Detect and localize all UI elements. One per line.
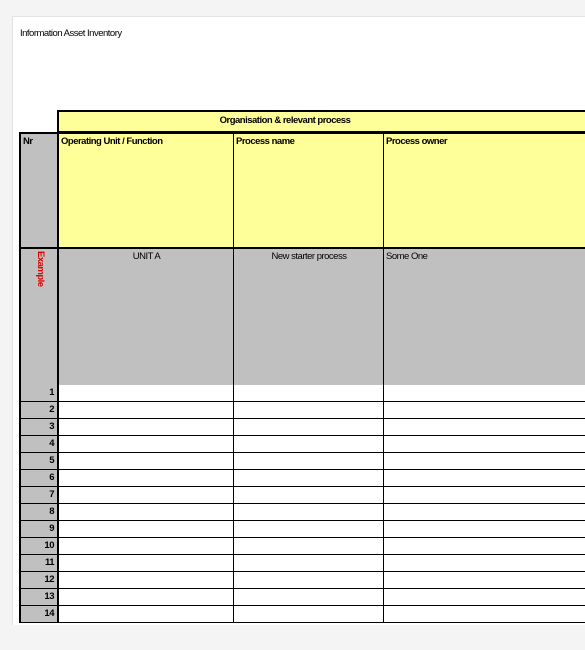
- table-row: [19, 419, 585, 436]
- table-row: [19, 555, 585, 572]
- example-process-cell: New starter process: [233, 249, 384, 386]
- process-name-cell[interactable]: [233, 436, 384, 453]
- example-row-label-cell: [19, 249, 58, 386]
- process-owner-cell[interactable]: [383, 385, 585, 402]
- row-number-cell[interactable]: 13: [19, 589, 58, 606]
- operating-unit-cell[interactable]: [57, 419, 234, 436]
- process-owner-cell[interactable]: [383, 402, 585, 419]
- table-row: [19, 470, 585, 487]
- process-owner-cell[interactable]: [383, 521, 585, 538]
- process-name-cell[interactable]: [233, 385, 384, 402]
- table-row: [19, 453, 585, 470]
- row-number-cell[interactable]: 4: [19, 436, 58, 453]
- column-header-nr: Nr: [19, 132, 58, 249]
- group-header-organisation: Organisation & relevant process: [57, 110, 585, 133]
- row-number-cell[interactable]: 11: [19, 555, 58, 572]
- process-owner-cell[interactable]: [383, 487, 585, 504]
- operating-unit-cell[interactable]: [57, 504, 234, 521]
- table-row: [19, 538, 585, 555]
- process-name-cell[interactable]: [233, 555, 384, 572]
- operating-unit-cell[interactable]: [57, 385, 234, 402]
- column-header-operating-unit: Operating Unit / Function: [57, 132, 234, 249]
- table-row: [19, 606, 585, 623]
- process-owner-cell[interactable]: [383, 606, 585, 623]
- process-owner-cell[interactable]: [383, 538, 585, 555]
- operating-unit-cell[interactable]: [57, 606, 234, 623]
- process-owner-cell[interactable]: [383, 555, 585, 572]
- row-number-cell[interactable]: 10: [19, 538, 58, 555]
- operating-unit-cell[interactable]: [57, 402, 234, 419]
- operating-unit-cell[interactable]: [57, 572, 234, 589]
- table-row: [19, 521, 585, 538]
- operating-unit-cell[interactable]: [57, 538, 234, 555]
- row-number-cell[interactable]: 7: [19, 487, 58, 504]
- process-name-cell[interactable]: [233, 606, 384, 623]
- operating-unit-cell[interactable]: [57, 521, 234, 538]
- table-row: [19, 504, 585, 521]
- process-owner-cell[interactable]: [383, 436, 585, 453]
- row-number-cell[interactable]: 2: [19, 402, 58, 419]
- process-owner-cell[interactable]: [383, 453, 585, 470]
- table-row: [19, 487, 585, 504]
- column-header-process-owner: Process owner: [383, 132, 585, 249]
- table-row: [19, 402, 585, 419]
- operating-unit-cell[interactable]: [57, 470, 234, 487]
- process-name-cell[interactable]: [233, 419, 384, 436]
- table-row: [19, 589, 585, 606]
- example-owner-cell: Some One: [383, 249, 585, 386]
- row-number-cell[interactable]: 5: [19, 453, 58, 470]
- row-number-cell[interactable]: 9: [19, 521, 58, 538]
- process-name-cell[interactable]: [233, 402, 384, 419]
- process-owner-cell[interactable]: [383, 504, 585, 521]
- table-row: [19, 436, 585, 453]
- process-name-cell[interactable]: [233, 470, 384, 487]
- table-row: [19, 572, 585, 589]
- row-number-cell[interactable]: 14: [19, 606, 58, 623]
- process-owner-cell[interactable]: [383, 419, 585, 436]
- process-name-cell[interactable]: [233, 453, 384, 470]
- example-label: Example: [35, 251, 46, 287]
- document-title: Information Asset Inventory: [20, 28, 122, 39]
- process-name-cell[interactable]: [233, 538, 384, 555]
- inventory-rows: [19, 385, 585, 623]
- process-name-cell[interactable]: [233, 521, 384, 538]
- example-unit-cell: UNIT A: [57, 249, 234, 386]
- process-owner-cell[interactable]: [383, 572, 585, 589]
- row-number-cell[interactable]: 12: [19, 572, 58, 589]
- table-row: [19, 385, 585, 402]
- process-name-cell[interactable]: [233, 589, 384, 606]
- process-name-cell[interactable]: [233, 572, 384, 589]
- row-number-cell[interactable]: 1: [19, 385, 58, 402]
- row-number-cell[interactable]: 6: [19, 470, 58, 487]
- process-owner-cell[interactable]: [383, 470, 585, 487]
- process-name-cell[interactable]: [233, 487, 384, 504]
- column-header-process-name: Process name: [233, 132, 384, 249]
- row-number-cell[interactable]: 3: [19, 419, 58, 436]
- process-owner-cell[interactable]: [383, 589, 585, 606]
- operating-unit-cell[interactable]: [57, 589, 234, 606]
- operating-unit-cell[interactable]: [57, 555, 234, 572]
- spreadsheet-page: [12, 16, 585, 625]
- row-number-cell[interactable]: 8: [19, 504, 58, 521]
- operating-unit-cell[interactable]: [57, 487, 234, 504]
- operating-unit-cell[interactable]: [57, 453, 234, 470]
- process-name-cell[interactable]: [233, 504, 384, 521]
- operating-unit-cell[interactable]: [57, 436, 234, 453]
